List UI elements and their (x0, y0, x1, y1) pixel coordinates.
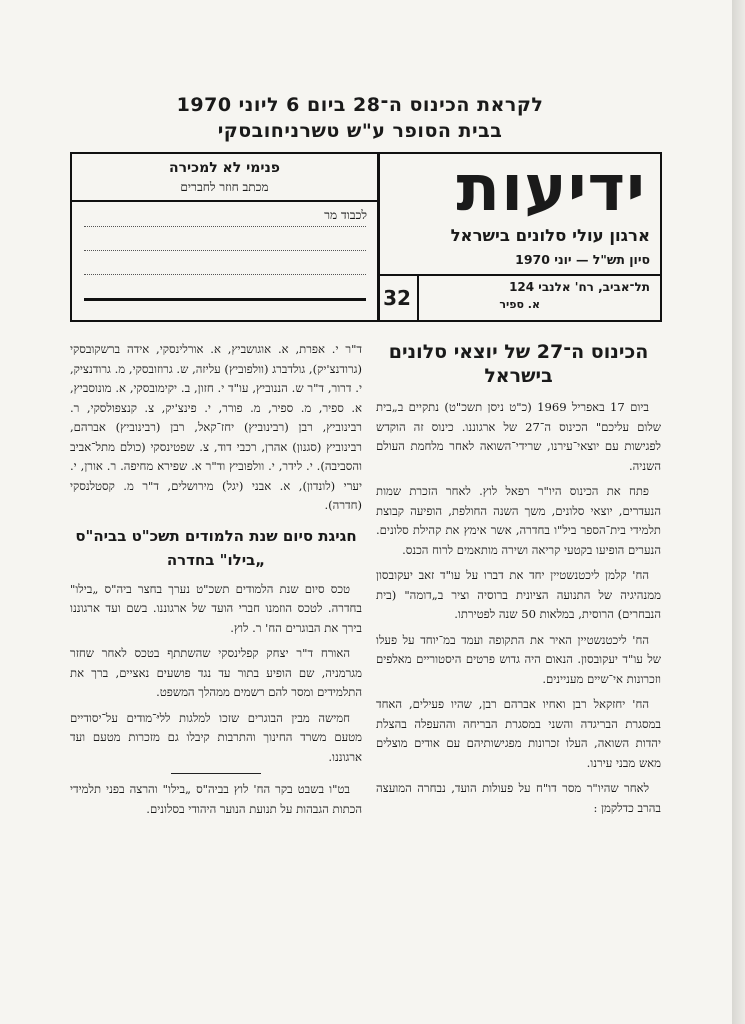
circular-notice: מכתב חוזר לחברים (180, 180, 269, 194)
title-panel (377, 154, 660, 320)
council-members-list: ד"ר י. אפרת, א. אוגושביץ, א. אורלינסקי, אידה ברשקובסקי (גרודנצ'יק), גולדברג (וולפוביץ) עליזה, ש. גרוזובסקי, מ. גרודנציק, י. דרור, ד"ר ש. הננוביץ, עו"ד י. חזון, ב. יקימובסקי, א. מונוסביץ, א. ספיר, מ. ספיר, מ. פורר, י. פינצ'יק, צ. קנצפולסקי, ר. רבינוביץ, רבן (רבינוביץ) יחז־קאל, רבן (רבינוביץ) אברהם, רבינוביץ (סגנון) אהרן, רכבי דוד, צ. שפטינסקי (כולם מתל־אביב והסביבה). י. לידר, י. וולפוביץ וד"ר א. שפירא מחיפה. ר. אורן, י. יערי (לונדון), א. אבני (יגל) מירושלים, ד"ר מ. קסטלנסקי (חדרה). (70, 342, 362, 512)
article-paragraph: הח' קלמן ליכטנשטיין יחד את דברו על עו"ד זאב יעקובסון ממנהיגיה של התנועה הציונית ברוסיה וציר ב„דומה" (בית הנבחרים) הרוסית, במלאות 50 שנה לפטירתו. (376, 568, 661, 621)
article-paragraph: הח' יחזקאל רבן ואחיו אברהם רבן, שהיו פעילים, האחד במסגרת הבריגדה והשני במסגרת הבריחה וההעפלה בהצלת יהדות השואה, העלו זכרונות מפגישותיהם עם אודים מוצלים מאש מבני עירנו. (376, 697, 661, 770)
organization-name: ארגון עולי סלונים בישראל (450, 226, 650, 245)
article-paragraph: ביום 17 באפריל 1969 (כ"ט ניסן תשכ"ט) נתקיים ב„בית שלום עליכם" הכינוס ה־27 של ארגוננו. כינוס זה הוקדש לפגישות עם יוצאי־עירנו, שרידי־השואה לאחר מלחמת העולם השניה. (376, 400, 661, 473)
article-graduation (70, 340, 362, 825)
article-paragraph: טכס סיום שנת הלמודים תשכ"ט נערך בחצר ביה"ס „בילו" בחדרה. לטכס הוזמנו חברי הועד של ארגוננו. בשם ועד ארגוננו בירך את הבוגרים הח' ר. לוץ. (70, 581, 362, 635)
office-address: תל־אביב, רח' אלנבי 124 (509, 280, 650, 294)
address-panel (72, 154, 380, 320)
article-paragraph: חמישה מבין הבוגרים שזכו למלגות לליּ־מודים על־יסודיים מטעם משרד החינוך והתרבות קיבלו גם מזכרות מטעם ועד ארגוננו. (70, 710, 362, 764)
issue-date: סיון תש"ל — יוני 1970 (515, 252, 650, 267)
section-separator (171, 773, 261, 774)
page-edge (732, 0, 745, 1024)
article-paragraph: הח' ליכטנשטיין האיר את התקופה ועמד במ־יוחד על פעלו של עו"ד יעקובסון. הנאום היה גדוש פרטים היסטוריים מאלפים וזכרונות אי־שיים מעניינים. (376, 632, 661, 686)
address-line (84, 250, 366, 251)
editor-name: א. ספיר (499, 298, 540, 311)
title-divider (377, 274, 660, 276)
issue-number: 32 (377, 276, 419, 320)
newsletter-logo: ידיעות (456, 152, 646, 226)
address-line (84, 274, 366, 275)
article-heading: חגיגת סיום שנת הלמודים תשכ"ט בביה"ס „בילו" בחדרה (75, 526, 357, 569)
address-underline (84, 298, 366, 301)
panel-divider (72, 200, 377, 202)
article-paragraph: האורח ד"ר יצחק קפלינסקי שהשתתף בטכס לאחר שחזר מגרמניה, שם הופיע בתור עד נגד פושעים נאציים, ברך את התלמידים ומסר להם רשמים ממהלך המשפט. (70, 646, 362, 699)
event-venue: בבית הסופר ע"ש טשרניחובסקי (217, 120, 503, 142)
internal-notice: פנימי לא למכירה (168, 160, 281, 176)
address-line (84, 226, 366, 227)
recipient-label: לכבוד מר (324, 208, 367, 222)
article-heading: הכינוס ה־27 של יוצאי סלונים בישראל (388, 341, 649, 387)
event-announcement: לקראת הכינוס ה־28 ביום 6 ליוני 1970 (176, 94, 544, 116)
article-paragraph: פתח את הכינוס היו"ר רפאל לוץ. לאחר הזכרת שמות הנעדרים, יוצאי סלונים, משך השנה החולפת, הופיעה קבוצת תלמידי בית־הספר ביל"ו בחדרה, אשר אימץ את קהילת סלונים. הנערים הופיעו בקטעי קריאה ושירה מותאמים לרוח הכנס. (376, 484, 661, 557)
article-paragraph: בט"ו בשבט בקר הח' לוץ בביה"ס „בילו" והרצה בפני תלמידי הכתות הגבהות על תנועת הנוער היהודי בסלונים. (70, 782, 362, 816)
article-convention (376, 340, 661, 824)
masthead (70, 152, 662, 322)
article-paragraph: לאחר שהיו"ר מסר דו"ח על פעולות הועד, נבחרה המועצה בהרב כדלקמן : (376, 781, 661, 815)
